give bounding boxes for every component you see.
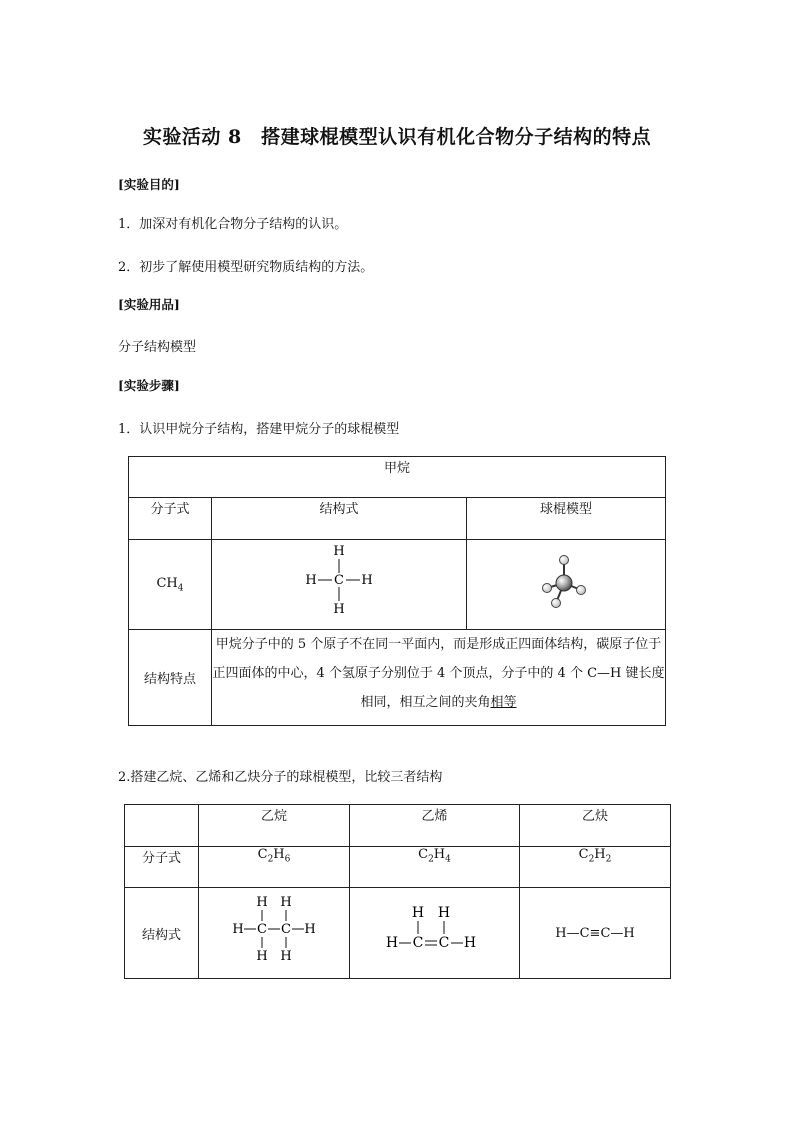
svg-text:C: C (257, 922, 267, 937)
ethene-structural-formula (380, 901, 490, 961)
steps-heading: [实验步骤] (118, 378, 180, 393)
purpose-item-2: 2．初步了解使用模型研究物质结构的方法。 (118, 260, 374, 275)
feature-label: 结构特点 (129, 630, 212, 726)
atom-h-bottom: H (333, 601, 345, 617)
atom-c: C (334, 572, 344, 588)
step-2-text: 2.搭建乙烷、乙烯和乙炔分子的球棍模型，比较三者结构 (118, 770, 443, 785)
ethene-formula: $C_2H_4$ (350, 847, 520, 888)
purpose-heading: [实验目的] (118, 177, 180, 192)
feature-text: 甲烷分子中的 5 个原子不在同一平面内，而是形成正四面体结构，碳原子位于正四面体的中心，4 个氢原子分别位于 4 个顶点，分子中的 4 个 C—H 键长度相同，相互之间的夹角相等 (212, 630, 666, 726)
svg-text:H: H (437, 905, 450, 921)
svg-text:C: C (281, 922, 291, 937)
col-ethane: 乙烷 (199, 805, 350, 847)
ethene-structure-cell (350, 888, 520, 979)
methane-structural-formula (289, 543, 389, 623)
row-label-formula: 分子式 (125, 847, 199, 888)
feature-underlined: 相等 (490, 695, 517, 710)
corner-cell (125, 805, 199, 847)
header-model: 球棍模型 (467, 498, 666, 540)
step-1-text: 1．认识甲烷分子结构，搭建甲烷分子的球棍模型 (118, 422, 400, 437)
ethane-structure-cell (199, 888, 350, 979)
ethyne-formula: $C_2H_2$ (520, 847, 671, 888)
col-ethyne: 乙炔 (520, 805, 671, 847)
ethane-structural-formula (224, 893, 324, 969)
methane-model-cell (467, 540, 666, 630)
svg-text:H: H (385, 935, 398, 951)
atom-h-right: H (361, 572, 373, 588)
svg-text:C: C (438, 935, 449, 951)
svg-text:H: H (463, 935, 476, 951)
svg-text:H: H (304, 922, 316, 937)
ethyne-structure: H—C≡C—H (520, 888, 671, 979)
comparison-table (124, 804, 671, 979)
methane-caption: 甲烷 (129, 457, 666, 498)
atom-h-left: H (305, 572, 317, 588)
methane-ball-stick-model-icon (536, 551, 596, 615)
materials-text: 分子结构模型 (118, 340, 197, 355)
svg-text:H: H (256, 949, 268, 964)
header-formula: 分子式 (129, 498, 212, 540)
svg-text:H: H (411, 905, 424, 921)
atom-h-top: H (333, 543, 345, 559)
col-ethene: 乙烯 (350, 805, 520, 847)
materials-heading: [实验用品] (118, 297, 180, 312)
purpose-item-1: 1．加深对有机化合物分子结构的认识。 (118, 217, 348, 232)
methane-structure-cell (212, 540, 467, 630)
svg-text:C: C (412, 935, 423, 951)
row-label-structure: 结构式 (125, 888, 199, 979)
svg-text:H: H (280, 949, 292, 964)
svg-text:H: H (232, 922, 244, 937)
methane-table (128, 456, 666, 726)
svg-text:H: H (256, 895, 268, 910)
header-structure: 结构式 (212, 498, 467, 540)
svg-text:H: H (280, 895, 292, 910)
ethane-formula: $C_2H_6$ (199, 847, 350, 888)
page-title: 实验活动 8 搭建球棍模型认识有机化合物分子结构的特点 (142, 126, 652, 148)
methane-formula: $CH_4$ (129, 540, 212, 630)
